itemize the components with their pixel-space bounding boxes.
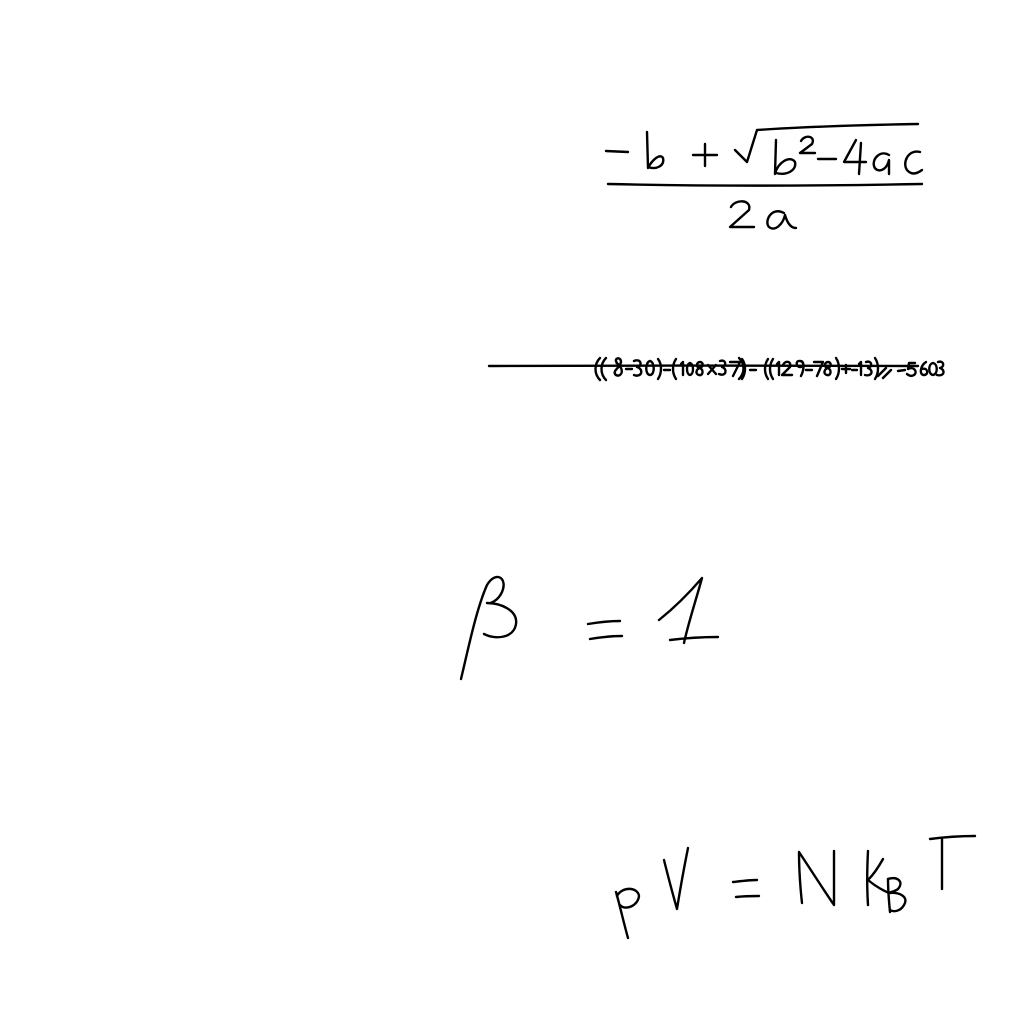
ink-stroke [664, 848, 688, 909]
ink-stroke [719, 361, 726, 375]
ink-stroke [888, 879, 890, 912]
ink-stroke [824, 362, 830, 375]
ink-stroke [733, 880, 757, 882]
ink-stroke [596, 358, 601, 380]
ink-stroke [659, 578, 702, 643]
ink-stroke [770, 359, 773, 379]
ink-stroke [930, 836, 975, 839]
ink-stroke [797, 361, 804, 376]
ideal-gas-law [616, 836, 975, 938]
ink-stroke [874, 153, 889, 174]
ink-stroke [868, 859, 889, 893]
ink-stroke [602, 358, 607, 380]
ink-stroke [937, 362, 944, 376]
ink-stroke [898, 370, 905, 371]
ink-stroke [836, 358, 839, 379]
ink-stroke [615, 358, 622, 375]
quadratic-formula [606, 124, 922, 229]
ink-stroke [800, 137, 815, 153]
ink-stroke [775, 140, 795, 174]
ink-stroke [867, 851, 868, 905]
ink-stroke [814, 362, 823, 376]
ink-stroke [673, 359, 676, 379]
ink-stroke [730, 362, 740, 376]
ink-stroke [777, 362, 779, 375]
ink-stroke [736, 896, 759, 897]
ink-stroke [590, 636, 622, 639]
ink-stroke [461, 577, 516, 679]
ink-stroke [921, 362, 927, 375]
beta-equation [461, 577, 718, 679]
ink-stroke [844, 140, 866, 162]
ink-stroke [670, 637, 718, 640]
ink-stroke [765, 359, 768, 379]
ink-stroke [681, 362, 683, 375]
ink-stroke [905, 152, 922, 174]
ink-stroke [735, 124, 918, 162]
ink-stroke [782, 362, 792, 375]
ink-stroke [767, 211, 796, 228]
ink-stroke [647, 132, 663, 168]
ink-stroke [608, 184, 922, 186]
arithmetic-expression [489, 358, 944, 380]
ink-stroke [646, 361, 654, 375]
ink-stroke [634, 360, 641, 375]
ink-stroke [859, 362, 861, 375]
ink-stroke [658, 359, 661, 379]
ink-stroke [799, 851, 834, 905]
ink-stroke [859, 143, 861, 174]
ink-stroke [588, 621, 620, 624]
ink-stroke [617, 889, 639, 908]
ink-stroke [616, 892, 628, 938]
ink-stroke [606, 151, 628, 152]
ink-stroke [865, 362, 872, 376]
ink-stroke [878, 368, 891, 378]
ink-stroke [929, 363, 937, 375]
ink-stroke [730, 201, 754, 227]
ink-stroke [696, 362, 702, 375]
